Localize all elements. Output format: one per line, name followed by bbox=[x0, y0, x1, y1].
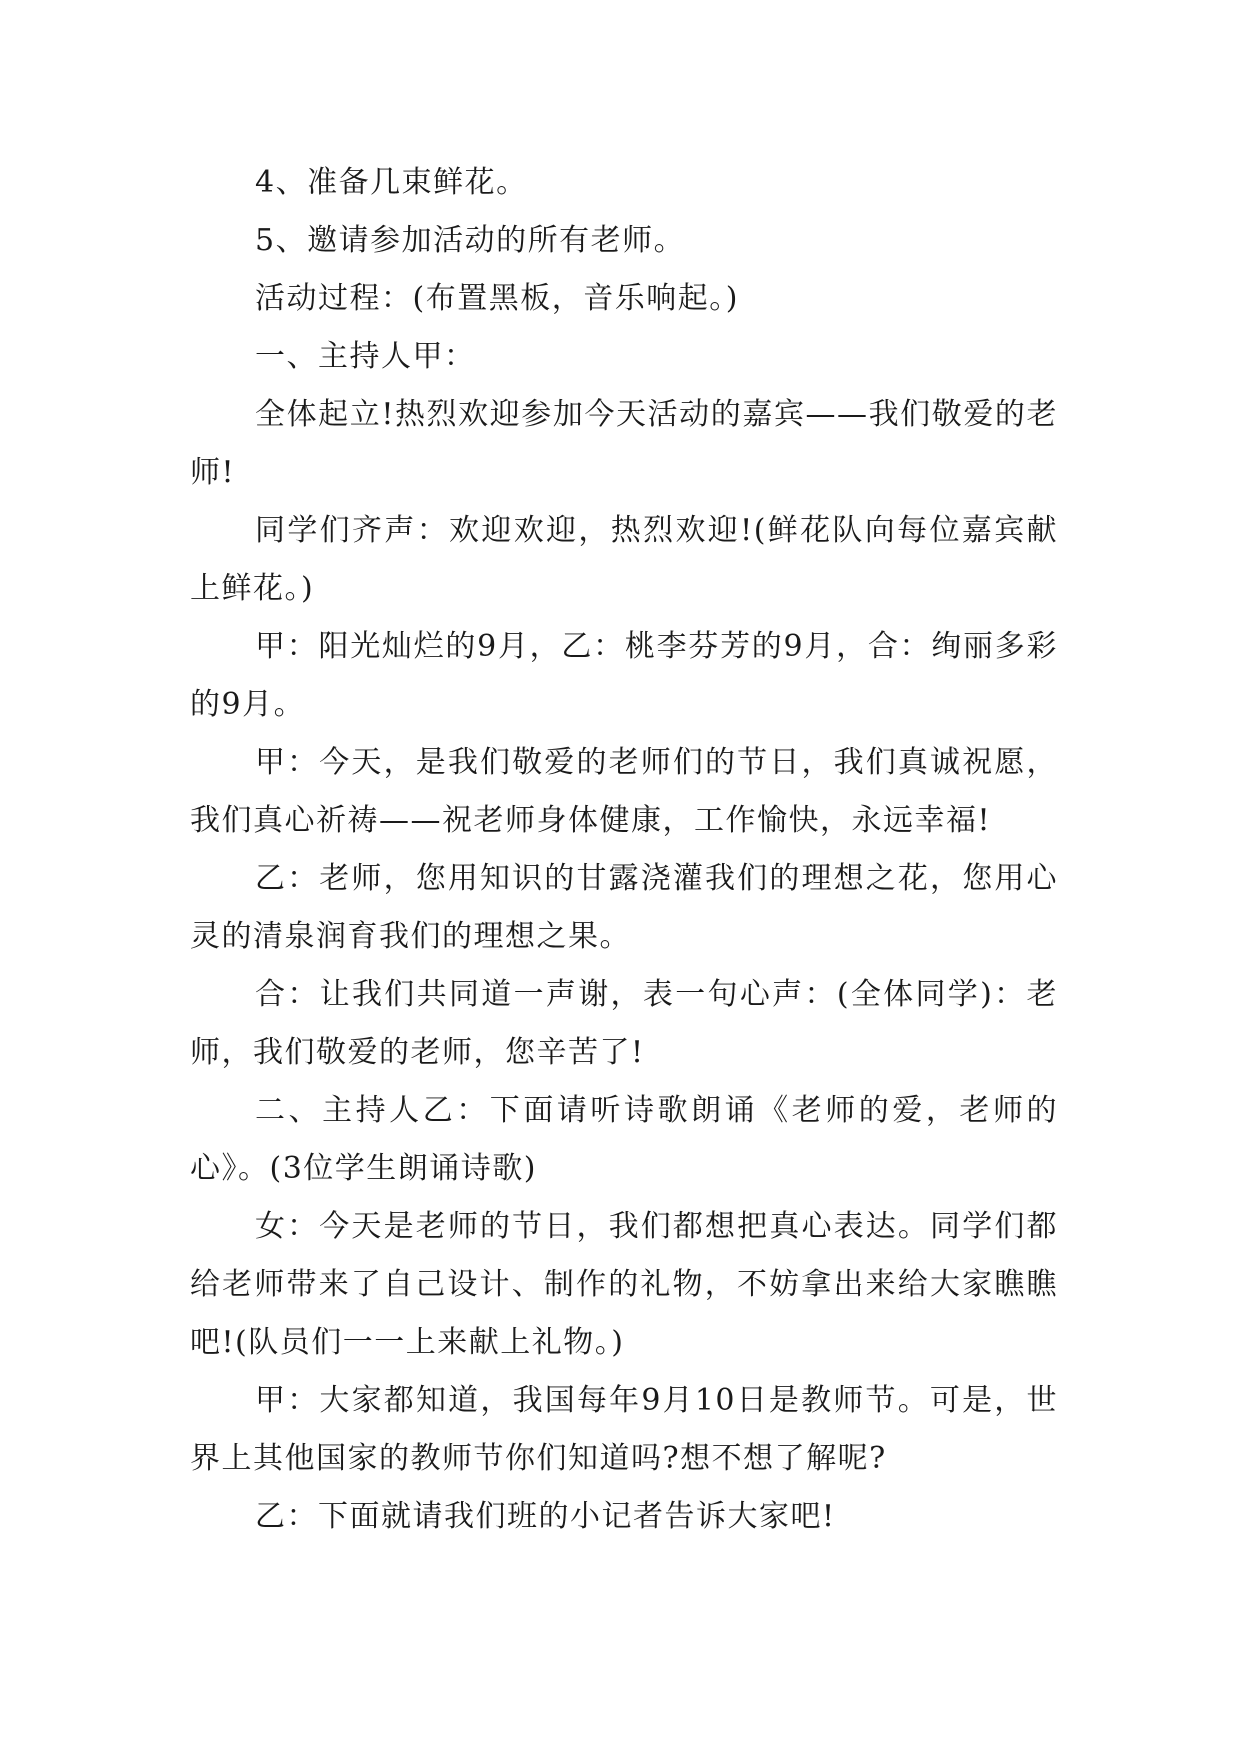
paragraph-section-one-heading: 一、主持人甲： bbox=[255, 339, 476, 374]
paragraph-september: 甲：阳光灿烂的9月，乙：桃李芬芳的9月，合：绚丽多彩的9月。 bbox=[190, 629, 1058, 722]
paragraph-section-two-poem: 二、主持人乙：下面请听诗歌朗诵《老师的爱，老师的心》。(3位学生朗诵诗歌) bbox=[190, 1093, 1058, 1186]
paragraph-reporter: 乙：下面就请我们班的小记者告诉大家吧! bbox=[255, 1499, 836, 1534]
paragraph-item-5: 5、邀请参加活动的所有老师。 bbox=[255, 223, 686, 258]
paragraph-activity-process: 活动过程：(布置黑板，音乐响起。) bbox=[255, 281, 739, 316]
paragraph-item-4: 4、准备几束鲜花。 bbox=[255, 165, 528, 200]
document-body bbox=[190, 154, 1058, 1546]
paragraph-knowledge: 乙：老师，您用知识的甘露浇灌我们的理想之花，您用心灵的清泉润育我们的理想之果。 bbox=[190, 861, 1058, 954]
paragraph-gifts: 女：今天是老师的节日，我们都想把真心表达。同学们都给老师带来了自己设计、制作的礼物，不妨拿出来给大家瞧瞧吧!(队员们一一上来献上礼物。) bbox=[190, 1209, 1058, 1360]
paragraph-welcome: 全体起立!热烈欢迎参加今天活动的嘉宾——我们敬爱的老师! bbox=[190, 397, 1058, 490]
paragraph-thanks: 合：让我们共同道一声谢，表一句心声：(全体同学)：老师，我们敬爱的老师，您辛苦了! bbox=[190, 977, 1058, 1070]
paragraph-teachers-day: 甲：大家都知道，我国每年9月10日是教师节。可是，世界上其他国家的教师节你们知道吗?想不想了解呢? bbox=[190, 1383, 1058, 1476]
paragraph-students-chorus: 同学们齐声：欢迎欢迎，热烈欢迎!(鲜花队向每位嘉宾献上鲜花。) bbox=[190, 513, 1058, 606]
paragraph-blessing: 甲：今天，是我们敬爱的老师们的节日，我们真诚祝愿，我们真心祈祷——祝老师身体健康，工作愉快，永远幸福! bbox=[190, 745, 1058, 838]
